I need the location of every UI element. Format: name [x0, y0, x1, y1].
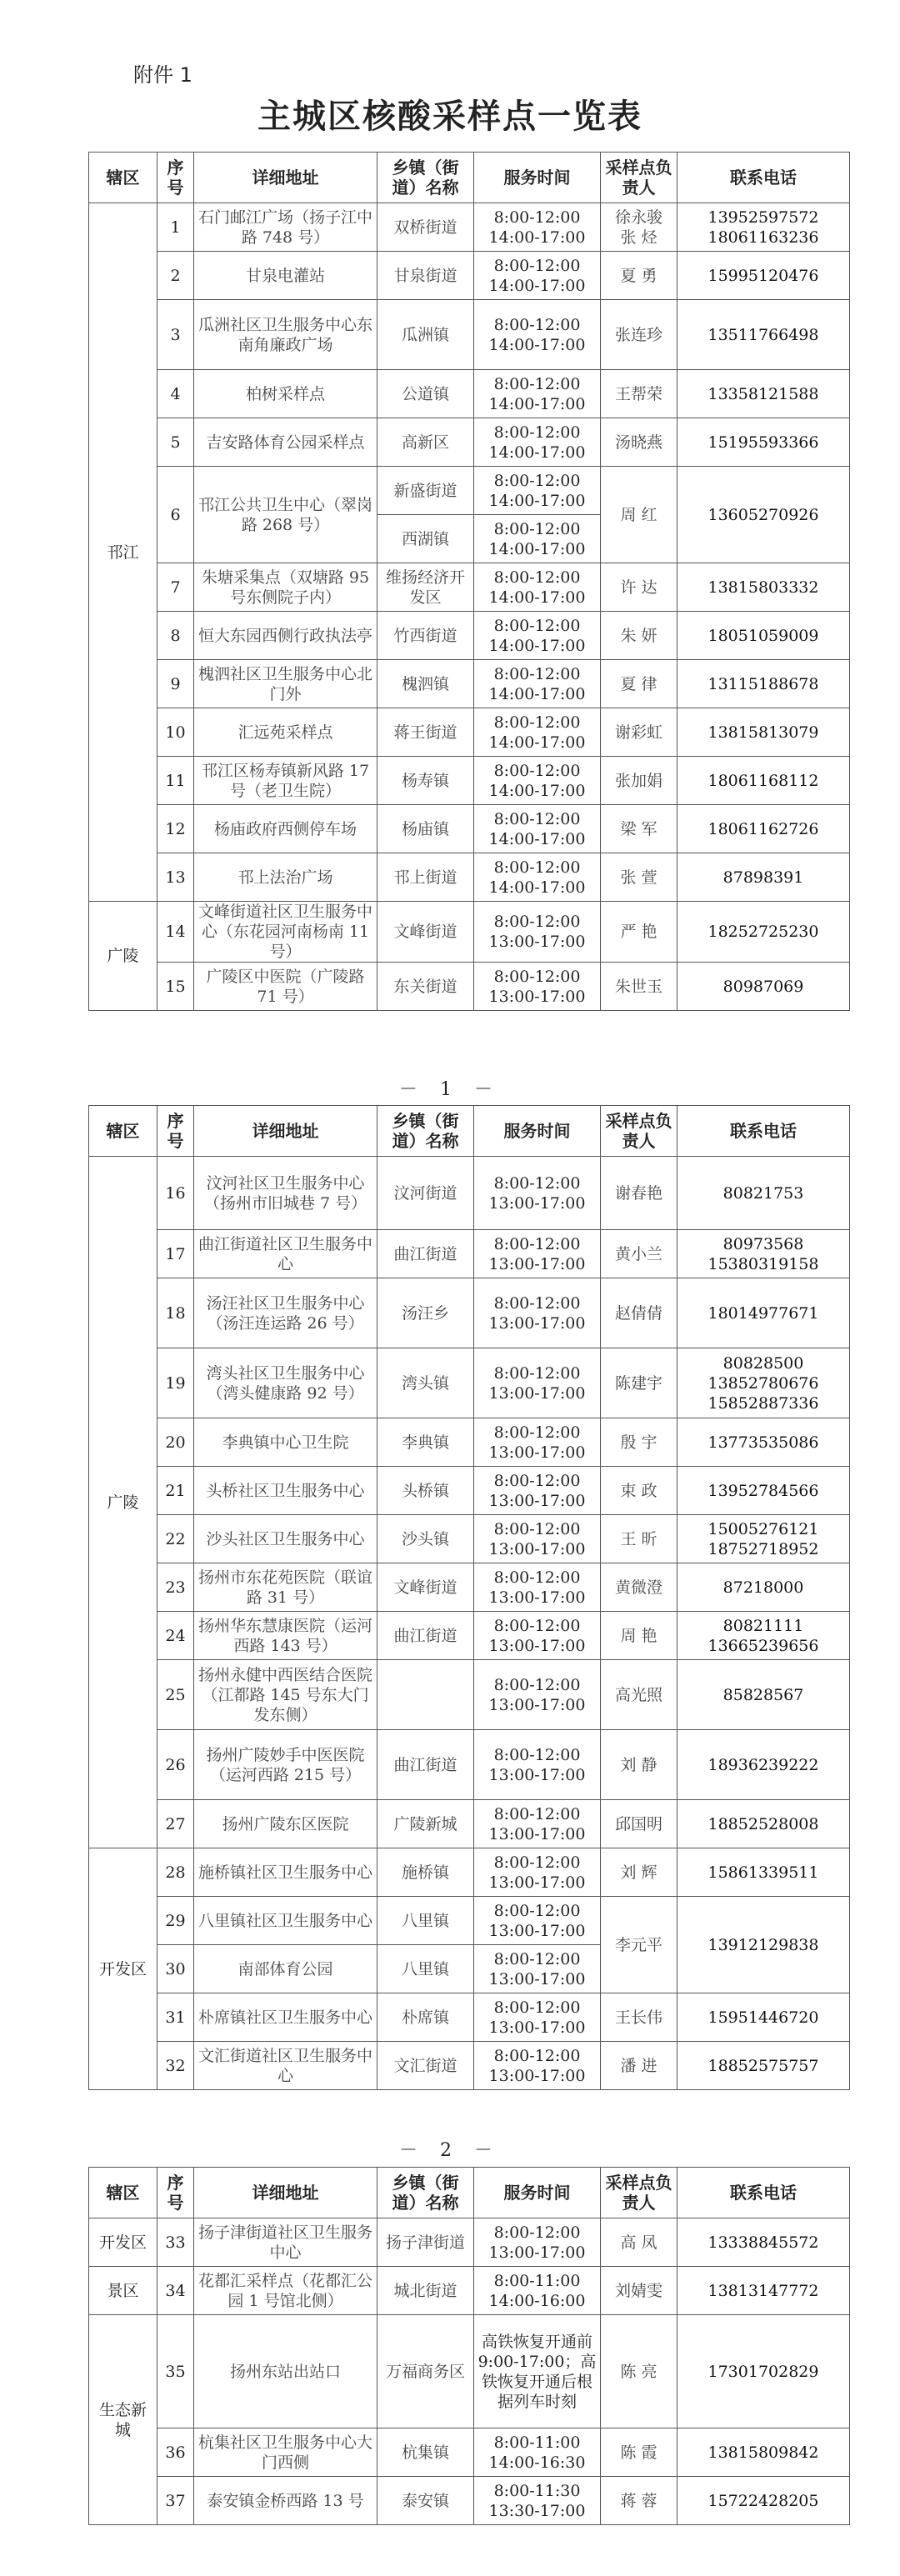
sampling-table-part-2	[88, 1105, 850, 2090]
address-cell: 扬州市东花苑医院（联谊路 31 号）	[194, 1563, 378, 1612]
town-cell: 高新区	[378, 418, 474, 467]
service-time-cell: 8:00-12:00 14:00-17:00	[474, 660, 601, 708]
address-cell: 瓜洲社区卫生服务中心东南角廉政广场	[194, 300, 378, 370]
table-row	[89, 418, 850, 467]
phone-cell: 15861339511	[678, 1848, 850, 1897]
town-cell: 广陵新城	[378, 1800, 474, 1848]
address-cell: 邗江公共卫生中心（翠岗路 268 号）	[194, 467, 378, 563]
town-cell: 扬子津街道	[378, 2218, 474, 2267]
address-cell: 朱塘采集点（双塘路 95 号东侧院子内）	[194, 563, 378, 612]
town-cell: 头桥镇	[378, 1467, 474, 1515]
person-cell: 梁 军	[601, 805, 678, 853]
service-time-cell: 8:00-12:00 13:00-17:00	[474, 1418, 601, 1467]
phone-cell: 15195593366	[678, 418, 850, 467]
town-cell: 万福商务区	[378, 2315, 474, 2428]
table-row	[89, 2042, 850, 2090]
header-person: 采样点负责人	[601, 2168, 678, 2218]
address-cell: 文汇街道社区卫生服务中心	[194, 2042, 378, 2090]
table-row	[89, 370, 850, 418]
row-number: 6	[158, 467, 194, 563]
service-time-cell: 8:00-12:00 13:00-17:00	[474, 1945, 601, 1993]
service-time-cell: 高铁恢复开通前 9:00-17:00；高铁恢复开通后根据列车时刻	[474, 2315, 601, 2428]
phone-cell: 17301702829	[678, 2315, 850, 2428]
phone-cell: 13952784566	[678, 1467, 850, 1515]
table-row	[89, 757, 850, 805]
address-cell: 甘泉电灌站	[194, 252, 378, 300]
table-row	[89, 1563, 850, 1612]
phone-cell: 80821753	[678, 1157, 850, 1230]
service-time-cell: 8:00-12:00 13:00-17:00	[474, 1563, 601, 1612]
town-cell: 槐泗镇	[378, 660, 474, 708]
district-cell: 景区	[89, 2267, 158, 2315]
table-row	[89, 853, 850, 902]
table-header-row	[89, 1106, 850, 1157]
town-cell: 维扬经济开发区	[378, 563, 474, 612]
table-row	[89, 708, 850, 757]
person-cell: 张 萱	[601, 853, 678, 902]
service-time-cell: 8:00-12:00 14:00-17:00	[474, 708, 601, 757]
service-time-cell: 8:00-12:00 14:00-17:00	[474, 563, 601, 612]
town-cell: 蒋王街道	[378, 708, 474, 757]
service-time-cell: 8:00-12:00 14:00-17:00	[474, 252, 601, 300]
town-cell: 杭集镇	[378, 2428, 474, 2477]
row-number: 5	[158, 418, 194, 467]
town-cell: 城北街道	[378, 2267, 474, 2315]
district-cell: 开发区	[89, 2218, 158, 2267]
service-time-cell: 8:00-12:00 13:00-17:00	[474, 1730, 601, 1800]
row-number: 10	[158, 708, 194, 757]
district-cell: 邗江	[89, 203, 158, 902]
table-header-row	[89, 2168, 850, 2218]
phone-cell: 15005276121 18752718952	[678, 1515, 850, 1563]
service-time-cell: 8:00-12:00 14:00-17:00	[474, 203, 601, 252]
town-cell: 沙头镇	[378, 1515, 474, 1563]
service-time-cell: 8:00-12:00 14:00-17:00	[474, 805, 601, 853]
service-time-cell: 8:00-12:00 13:00-17:00	[474, 1993, 601, 2042]
address-cell: 石门邮江广场（扬子江中路 748 号）	[194, 203, 378, 252]
service-time-cell: 8:00-11:00 14:00-16:30	[474, 2428, 601, 2477]
service-time-cell: 8:00-12:00 14:00-17:00	[474, 370, 601, 418]
phone-cell: 15995120476	[678, 252, 850, 300]
town-cell: 朴席镇	[378, 1993, 474, 2042]
phone-cell: 13815809842	[678, 2428, 850, 2477]
person-cell: 谢彩虹	[601, 708, 678, 757]
address-cell: 沙头社区卫生服务中心	[194, 1515, 378, 1563]
service-time-cell: 8:00-12:00 14:00-17:00	[474, 612, 601, 660]
address-cell: 头桥社区卫生服务中心	[194, 1467, 378, 1515]
row-number: 21	[158, 1467, 194, 1515]
district-cell: 广陵	[89, 902, 158, 1011]
service-time-cell: 8:00-11:30 13:30-17:00	[474, 2477, 601, 2525]
address-cell: 朴席镇社区卫生服务中心	[194, 1993, 378, 2042]
person-cell: 殷 宇	[601, 1418, 678, 1467]
table-row	[89, 963, 850, 1011]
row-number: 7	[158, 563, 194, 612]
address-cell: 汶河社区卫生服务中心（扬州市旧城巷 7 号）	[194, 1157, 378, 1230]
phone-cell: 18061162726	[678, 805, 850, 853]
person-cell: 张连珍	[601, 300, 678, 370]
town-cell: 曲江街道	[378, 1730, 474, 1800]
person-cell: 周 艳	[601, 1612, 678, 1660]
table-row	[89, 2428, 850, 2477]
phone-cell: 15951446720	[678, 1993, 850, 2042]
service-time-cell: 8:00-12:00 13:00-17:00	[474, 1660, 601, 1730]
address-cell: 施桥镇社区卫生服务中心	[194, 1848, 378, 1897]
address-cell: 扬州广陵东区医院	[194, 1800, 378, 1848]
row-number: 26	[158, 1730, 194, 1800]
service-time-cell: 8:00-12:00 13:00-17:00	[474, 1230, 601, 1278]
person-cell: 赵倩倩	[601, 1278, 678, 1348]
table-row	[89, 1157, 850, 1230]
person-cell: 夏 律	[601, 660, 678, 708]
phone-cell: 13115188678	[678, 660, 850, 708]
town-cell: 八里镇	[378, 1945, 474, 1993]
address-cell: 花都汇采样点（花都汇公园 1 号馆北侧）	[194, 2267, 378, 2315]
header-phone: 联系电话	[678, 2168, 850, 2218]
table-row	[89, 2218, 850, 2267]
phone-cell: 80987069	[678, 963, 850, 1011]
table-row	[89, 2315, 850, 2428]
table-row	[89, 1515, 850, 1563]
row-number: 37	[158, 2477, 194, 2525]
town-cell: 李典镇	[378, 1418, 474, 1467]
row-number: 29	[158, 1897, 194, 1945]
phone-cell: 13773535086	[678, 1418, 850, 1467]
district-cell: 生态新城	[89, 2315, 158, 2525]
person-cell: 许 达	[601, 563, 678, 612]
table-row	[89, 1612, 850, 1660]
person-cell: 刘婧雯	[601, 2267, 678, 2315]
service-time-cell: 8:00-12:00 14:00-17:00	[474, 515, 601, 563]
service-time-cell: 8:00-11:00 14:00-16:00	[474, 2267, 601, 2315]
row-number: 32	[158, 2042, 194, 2090]
service-time-cell: 8:00-12:00 14:00-17:00	[474, 300, 601, 370]
town-cell: 瓜洲镇	[378, 300, 474, 370]
table-header-row	[89, 153, 850, 203]
table-row	[89, 1230, 850, 1278]
header-address: 详细地址	[194, 1106, 378, 1157]
town-cell: 新盛街道	[378, 467, 474, 515]
person-cell: 周 红	[601, 467, 678, 563]
person-cell: 陈建宇	[601, 1348, 678, 1418]
header-service-time: 服务时间	[474, 2168, 601, 2218]
phone-cell: 18051059009	[678, 612, 850, 660]
service-time-cell: 8:00-12:00 13:00-17:00	[474, 1278, 601, 1348]
table-row	[89, 1660, 850, 1730]
address-cell: 泰安镇金桥西路 13 号	[194, 2477, 378, 2525]
row-number: 16	[158, 1157, 194, 1230]
address-cell: 湾头社区卫生服务中心（湾头健康路 92 号）	[194, 1348, 378, 1418]
phone-cell: 18014977671	[678, 1278, 850, 1348]
person-cell: 李元平	[601, 1897, 678, 1993]
header-phone: 联系电话	[678, 1106, 850, 1157]
person-cell: 高光照	[601, 1660, 678, 1730]
town-cell: 施桥镇	[378, 1848, 474, 1897]
row-number: 28	[158, 1848, 194, 1897]
person-cell: 夏 勇	[601, 252, 678, 300]
town-cell: 东关街道	[378, 963, 474, 1011]
phone-cell: 13815803332	[678, 563, 850, 612]
table-row	[89, 563, 850, 612]
row-number: 24	[158, 1612, 194, 1660]
table-row	[89, 1348, 850, 1418]
address-cell: 杨庙政府西侧停车场	[194, 805, 378, 853]
table-row	[89, 252, 850, 300]
person-cell: 汤晓燕	[601, 418, 678, 467]
address-cell: 邗江区杨寿镇新风路 17 号（老卫生院）	[194, 757, 378, 805]
town-cell: 汶河街道	[378, 1157, 474, 1230]
town-cell: 泰安镇	[378, 2477, 474, 2525]
row-number: 14	[158, 902, 194, 963]
table-row	[89, 1848, 850, 1897]
attachment-label: 附件 1	[133, 63, 192, 87]
address-cell: 槐泗社区卫生服务中心北门外	[194, 660, 378, 708]
district-cell: 广陵	[89, 1157, 158, 1848]
table-row	[89, 1993, 850, 2042]
person-cell: 严 艳	[601, 902, 678, 963]
service-time-cell: 8:00-12:00 13:00-17:00	[474, 2218, 601, 2267]
phone-cell: 13813147772	[678, 2267, 850, 2315]
row-number: 36	[158, 2428, 194, 2477]
table-row	[89, 2477, 850, 2525]
service-time-cell: 8:00-12:00 13:00-17:00	[474, 902, 601, 963]
address-cell: 扬子津街道社区卫生服务中心	[194, 2218, 378, 2267]
table-row	[89, 660, 850, 708]
table-row	[89, 1800, 850, 1848]
person-cell: 徐永骏 张 烃	[601, 203, 678, 252]
header-phone: 联系电话	[678, 153, 850, 203]
row-number: 33	[158, 2218, 194, 2267]
town-cell: 曲江街道	[378, 1230, 474, 1278]
row-number: 17	[158, 1230, 194, 1278]
person-cell: 刘 静	[601, 1730, 678, 1800]
address-cell: 汇远苑采样点	[194, 708, 378, 757]
page-number-1: － 1 －	[399, 1079, 501, 1100]
table-row	[89, 1467, 850, 1515]
address-cell: 吉安路体育公园采样点	[194, 418, 378, 467]
address-cell: 曲江街道社区卫生服务中心	[194, 1230, 378, 1278]
row-number: 25	[158, 1660, 194, 1730]
town-cell: 竹西街道	[378, 612, 474, 660]
table-row	[89, 467, 850, 515]
header-address: 详细地址	[194, 153, 378, 203]
header-district: 辖区	[89, 1106, 158, 1157]
address-cell: 扬州东站出站口	[194, 2315, 378, 2428]
table-row	[89, 203, 850, 252]
table-row	[89, 902, 850, 963]
town-cell: 甘泉街道	[378, 252, 474, 300]
person-cell: 黄微澄	[601, 1563, 678, 1612]
address-cell: 恒大东园西侧行政执法亭	[194, 612, 378, 660]
service-time-cell: 8:00-12:00 13:00-17:00	[474, 2042, 601, 2090]
row-number: 19	[158, 1348, 194, 1418]
row-number: 8	[158, 612, 194, 660]
service-time-cell: 8:00-12:00 14:00-17:00	[474, 418, 601, 467]
phone-cell: 80821111 13665239656	[678, 1612, 850, 1660]
row-number: 2	[158, 252, 194, 300]
table-row	[89, 1418, 850, 1467]
row-number: 20	[158, 1418, 194, 1467]
person-cell: 邱国明	[601, 1800, 678, 1848]
table-row	[89, 300, 850, 370]
phone-cell: 80828500 13852780676 15852887336	[678, 1348, 850, 1418]
table-row	[89, 2267, 850, 2315]
row-number: 18	[158, 1278, 194, 1348]
person-cell: 束 政	[601, 1467, 678, 1515]
address-cell: 文峰街道社区卫生服务中心（东花园河南杨南 11 号）	[194, 902, 378, 963]
header-service-time: 服务时间	[474, 153, 601, 203]
town-cell	[378, 1660, 474, 1730]
person-cell: 谢春艳	[601, 1157, 678, 1230]
address-cell: 柏树采样点	[194, 370, 378, 418]
town-cell: 曲江街道	[378, 1612, 474, 1660]
row-number: 23	[158, 1563, 194, 1612]
phone-cell: 15722428205	[678, 2477, 850, 2525]
service-time-cell: 8:00-12:00 14:00-17:00	[474, 757, 601, 805]
row-number: 30	[158, 1945, 194, 1993]
phone-cell: 87898391	[678, 853, 850, 902]
phone-cell: 13605270926	[678, 467, 850, 563]
table-row	[89, 1897, 850, 1945]
phone-cell: 87218000	[678, 1563, 850, 1612]
row-number: 15	[158, 963, 194, 1011]
service-time-cell: 8:00-12:00 13:00-17:00	[474, 1467, 601, 1515]
person-cell: 王帮荣	[601, 370, 678, 418]
address-cell: 南部体育公园	[194, 1945, 378, 1993]
header-town: 乡镇（街道）名称	[378, 153, 474, 203]
header-number: 序号	[158, 2168, 194, 2218]
service-time-cell: 8:00-12:00 13:00-17:00	[474, 1897, 601, 1945]
row-number: 22	[158, 1515, 194, 1563]
row-number: 27	[158, 1800, 194, 1848]
phone-cell: 13358121588	[678, 370, 850, 418]
person-cell: 黄小兰	[601, 1230, 678, 1278]
town-cell: 文汇街道	[378, 2042, 474, 2090]
service-time-cell: 8:00-12:00 13:00-17:00	[474, 1348, 601, 1418]
header-number: 序号	[158, 153, 194, 203]
town-cell: 文峰街道	[378, 1563, 474, 1612]
row-number: 11	[158, 757, 194, 805]
header-person: 采样点负责人	[601, 153, 678, 203]
sampling-table-part-1	[88, 152, 850, 1011]
person-cell: 陈 亮	[601, 2315, 678, 2428]
page-number-2: － 2 －	[399, 2140, 501, 2161]
person-cell: 王长伟	[601, 1993, 678, 2042]
service-time-cell: 8:00-12:00 13:00-17:00	[474, 1612, 601, 1660]
town-cell: 湾头镇	[378, 1348, 474, 1418]
table-row	[89, 612, 850, 660]
header-service-time: 服务时间	[474, 1106, 601, 1157]
table-row	[89, 1278, 850, 1348]
town-cell: 西湖镇	[378, 515, 474, 563]
address-cell: 扬州华东慧康医院（运河西路 143 号）	[194, 1612, 378, 1660]
service-time-cell: 8:00-12:00 14:00-17:00	[474, 467, 601, 515]
person-cell: 朱世玉	[601, 963, 678, 1011]
phone-cell: 18061168112	[678, 757, 850, 805]
row-number: 12	[158, 805, 194, 853]
town-cell: 汤汪乡	[378, 1278, 474, 1348]
service-time-cell: 8:00-12:00 14:00-17:00	[474, 853, 601, 902]
header-person: 采样点负责人	[601, 1106, 678, 1157]
table-row	[89, 1730, 850, 1800]
phone-cell: 18852575757	[678, 2042, 850, 2090]
row-number: 9	[158, 660, 194, 708]
person-cell: 朱 妍	[601, 612, 678, 660]
town-cell: 八里镇	[378, 1897, 474, 1945]
address-cell: 汤汪社区卫生服务中心（汤汪连运路 26 号）	[194, 1278, 378, 1348]
phone-cell: 13912129838	[678, 1897, 850, 1993]
header-address: 详细地址	[194, 2168, 378, 2218]
address-cell: 李典镇中心卫生院	[194, 1418, 378, 1467]
header-town: 乡镇（街道）名称	[378, 2168, 474, 2218]
row-number: 1	[158, 203, 194, 252]
service-time-cell: 8:00-12:00 13:00-17:00	[474, 1848, 601, 1897]
service-time-cell: 8:00-12:00 13:00-17:00	[474, 1800, 601, 1848]
header-district: 辖区	[89, 2168, 158, 2218]
phone-cell: 13815813079	[678, 708, 850, 757]
address-cell: 八里镇社区卫生服务中心	[194, 1897, 378, 1945]
town-cell: 邗上街道	[378, 853, 474, 902]
person-cell: 刘 辉	[601, 1848, 678, 1897]
sampling-table-part-3	[88, 2167, 850, 2525]
phone-cell: 13511766498	[678, 300, 850, 370]
address-cell: 扬州永健中西医结合医院（江都路 145 号东大门发东侧）	[194, 1660, 378, 1730]
row-number: 4	[158, 370, 194, 418]
phone-cell: 13952597572 18061163236	[678, 203, 850, 252]
address-cell: 杭集社区卫生服务中心大门西侧	[194, 2428, 378, 2477]
address-cell: 扬州广陵妙手中医医院（运河西路 215 号）	[194, 1730, 378, 1800]
town-cell: 双桥街道	[378, 203, 474, 252]
town-cell: 杨寿镇	[378, 757, 474, 805]
person-cell: 潘 进	[601, 2042, 678, 2090]
row-number: 31	[158, 1993, 194, 2042]
page-title: 主城区核酸采样点一览表	[258, 97, 642, 136]
header-number: 序号	[158, 1106, 194, 1157]
phone-cell: 13338845572	[678, 2218, 850, 2267]
header-district: 辖区	[89, 153, 158, 203]
person-cell: 张加娟	[601, 757, 678, 805]
phone-cell: 80973568 15380319158	[678, 1230, 850, 1278]
person-cell: 王 昕	[601, 1515, 678, 1563]
district-cell: 开发区	[89, 1848, 158, 2090]
service-time-cell: 8:00-12:00 13:00-17:00	[474, 963, 601, 1011]
address-cell: 广陵区中医院（广陵路 71 号）	[194, 963, 378, 1011]
table-row	[89, 805, 850, 853]
phone-cell: 85828567	[678, 1660, 850, 1730]
person-cell: 蒋 蓉	[601, 2477, 678, 2525]
phone-cell: 18936239222	[678, 1730, 850, 1800]
phone-cell: 18852528008	[678, 1800, 850, 1848]
service-time-cell: 8:00-12:00 13:00-17:00	[474, 1515, 601, 1563]
row-number: 34	[158, 2267, 194, 2315]
address-cell: 邗上法治广场	[194, 853, 378, 902]
person-cell: 陈 霞	[601, 2428, 678, 2477]
phone-cell: 18252725230	[678, 902, 850, 963]
row-number: 35	[158, 2315, 194, 2428]
row-number: 13	[158, 853, 194, 902]
town-cell: 杨庙镇	[378, 805, 474, 853]
town-cell: 公道镇	[378, 370, 474, 418]
row-number: 3	[158, 300, 194, 370]
header-town: 乡镇（街道）名称	[378, 1106, 474, 1157]
town-cell: 文峰街道	[378, 902, 474, 963]
person-cell: 高 凤	[601, 2218, 678, 2267]
service-time-cell: 8:00-12:00 13:00-17:00	[474, 1157, 601, 1230]
